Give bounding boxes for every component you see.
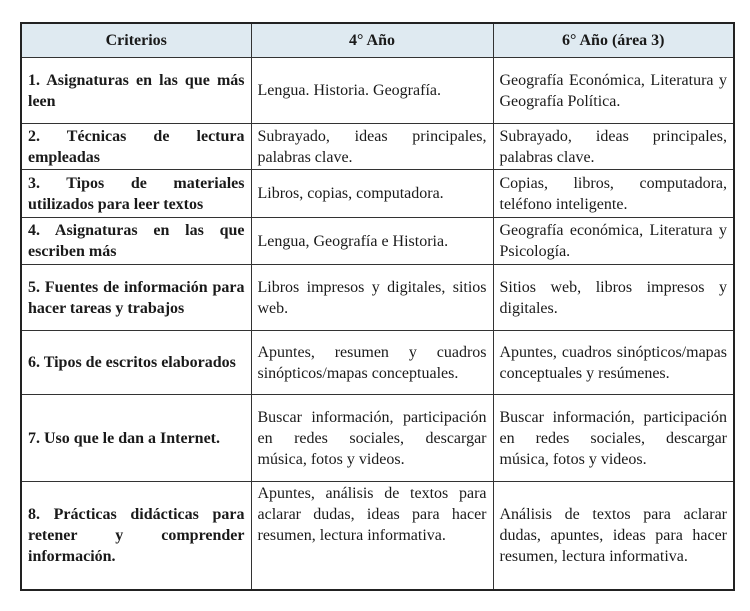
header-criterios: Criterios [21,23,251,58]
header-6-ano: 6° Año (área 3) [493,23,734,58]
cuarto-cell: Libros, copias, computadora. [251,170,493,218]
table-row [21,124,734,170]
table-row [21,265,734,331]
header-row [21,23,734,58]
cuarto-cell: Buscar información, participación en redes sociales, descargar música, fotos y videos. [251,395,493,482]
cuarto-cell: Apuntes, resumen y cuadros sinópticos/mapas conceptuales. [251,331,493,395]
sexto-cell: Geografía Económica, Literatura y Geografía Política. [493,58,734,124]
sexto-cell: Sitios web, libros impresos y digitales. [493,265,734,331]
cuarto-cell: Lengua. Historia. Geografía. [251,58,493,124]
sexto-cell: Copias, libros, computadora, teléfono inteligente. [493,170,734,218]
table-row [21,482,734,590]
cuarto-cell: Lengua, Geografía e Historia. [251,218,493,265]
table-row [21,58,734,124]
criterio-cell: 4. Asignaturas en las que escriben más [21,218,251,265]
sexto-cell: Buscar información, participación en redes sociales, descargar música, fotos y videos. [493,395,734,482]
table-row [21,395,734,482]
sexto-cell: Análisis de textos para aclarar dudas, apuntes, ideas para hacer resumen, lectura informativa. [493,482,734,590]
table-row [21,331,734,395]
table-row [21,218,734,265]
sexto-cell: Apuntes, cuadros sinópticos/mapas conceptuales y resúmenes. [493,331,734,395]
criterio-cell: 8. Prácticas didácticas para retener y comprender información. [21,482,251,590]
sexto-cell: Geografía económica, Literatura y Psicología. [493,218,734,265]
criterio-cell: 7. Uso que le dan a Internet. [21,395,251,482]
cuarto-cell: Subrayado, ideas principales, palabras clave. [251,124,493,170]
cuarto-cell: Libros impresos y digitales, sitios web. [251,265,493,331]
criterio-cell: 5. Fuentes de información para hacer tareas y trabajos [21,265,251,331]
header-4-ano: 4° Año [251,23,493,58]
criterio-cell: 2. Técnicas de lectura empleadas [21,124,251,170]
cuarto-cell: Apuntes, análisis de textos para aclarar dudas, ideas para hacer resumen, lectura informativa. [251,482,493,590]
criterio-cell: 3. Tipos de materiales utilizados para leer textos [21,170,251,218]
sexto-cell: Subrayado, ideas principales, palabras clave. [493,124,734,170]
table-row [21,170,734,218]
criterio-cell: 1. Asignaturas en las que más leen [21,58,251,124]
comparison-table [20,22,735,591]
criterio-cell: 6. Tipos de escritos elaborados [21,331,251,395]
